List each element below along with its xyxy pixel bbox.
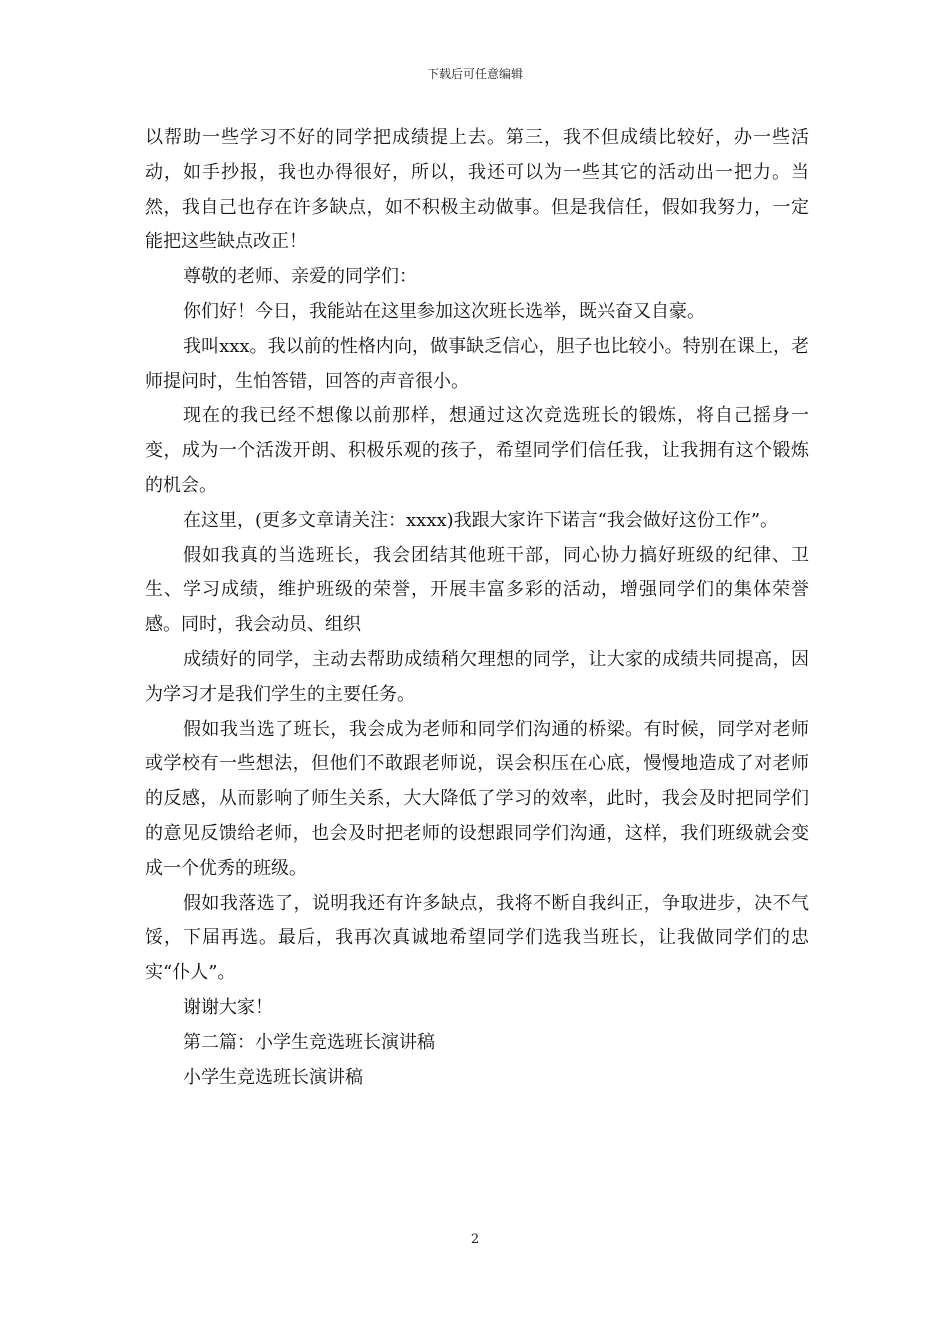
paragraph-greeting: 你们好！今日，我能站在这里参加这次班长选举，既兴奋又自豪。 — [183, 300, 705, 322]
paragraph-salutation: 尊敬的老师、亲爱的同学们： — [183, 266, 417, 288]
paragraph-motivation: 现在的我已经不想像以前那样，想通过这次竞选班长的锻炼，将自己摇身一变，成为一个活泼开朗、积极乐观的孩子，希望同学们信任我，让我拥有这个锻炼的机会。 — [145, 405, 809, 496]
page-number: 2 — [470, 1232, 480, 1247]
paragraph-if-lose: 假如我落选了，说明我还有许多缺点，我将不断自我纠正，争取进步，决不气馁，下届再选。最后，我再次真诚地希望同学们选我当班长，让我做同学们的忠实“仆人”。 — [145, 892, 809, 984]
section-title: 小学生竞选班长演讲稿 — [183, 1066, 363, 1088]
document-body — [145, 121, 809, 1095]
paragraph-thanks: 谢谢大家！ — [183, 996, 273, 1018]
paragraph-plan: 假如我真的当选班长，我会团结其他班干部，同心协力搞好班级的纪律、卫生、学习成绩，维护班级的荣誉，开展丰富多彩的活动，增强同学们的集体荣誉感。同时，我会动员、组织 — [145, 544, 809, 636]
paragraph-help-classmates: 成绩好的同学，主动去帮助成绩稍欠理想的同学，让大家的成绩共同提高，因为学习才是我们学生的主要任务。 — [145, 648, 809, 705]
page-header: 下载后可任意编辑 — [426, 67, 523, 81]
paragraph-bridge: 假如我当选了班长，我会成为老师和同学们沟通的桥梁。有时候，同学对老师或学校有一些想法，但他们不敢跟老师说，误会积压在心底，慢慢地造成了对老师的反感，从而影响了师生关系，大大降低了学习的效率，此时，我会及时把同学们的意见反馈给老师，也会及时把老师的设想跟同学们沟通，这样，我们班级就会变成一个优秀的班级。 — [145, 718, 809, 879]
paragraph-promise: 在这里，(更多文章请关注：xxxx)我跟大家许下诺言“我会做好这份工作”。 — [183, 509, 779, 531]
section-heading: 第二篇：小学生竞选班长演讲稿 — [183, 1031, 435, 1053]
paragraph-continuation: 以帮助一些学习不好的同学把成绩提上去。第三，我不但成绩比较好，办一些活动，如手抄报，我也办得很好，所以，我还可以为一些其它的活动出一把力。当然，我自己也存在许多缺点，如不积极主动做事。但是我信任，假如我努力，一定能把这些缺点改正！ — [145, 127, 809, 253]
paragraph-introduction: 我叫xxx。我以前的性格内向，做事缺乏信心，胆子也比较小。特别在课上，老师提问时，生怕答错，回答的声音很小。 — [145, 335, 809, 392]
